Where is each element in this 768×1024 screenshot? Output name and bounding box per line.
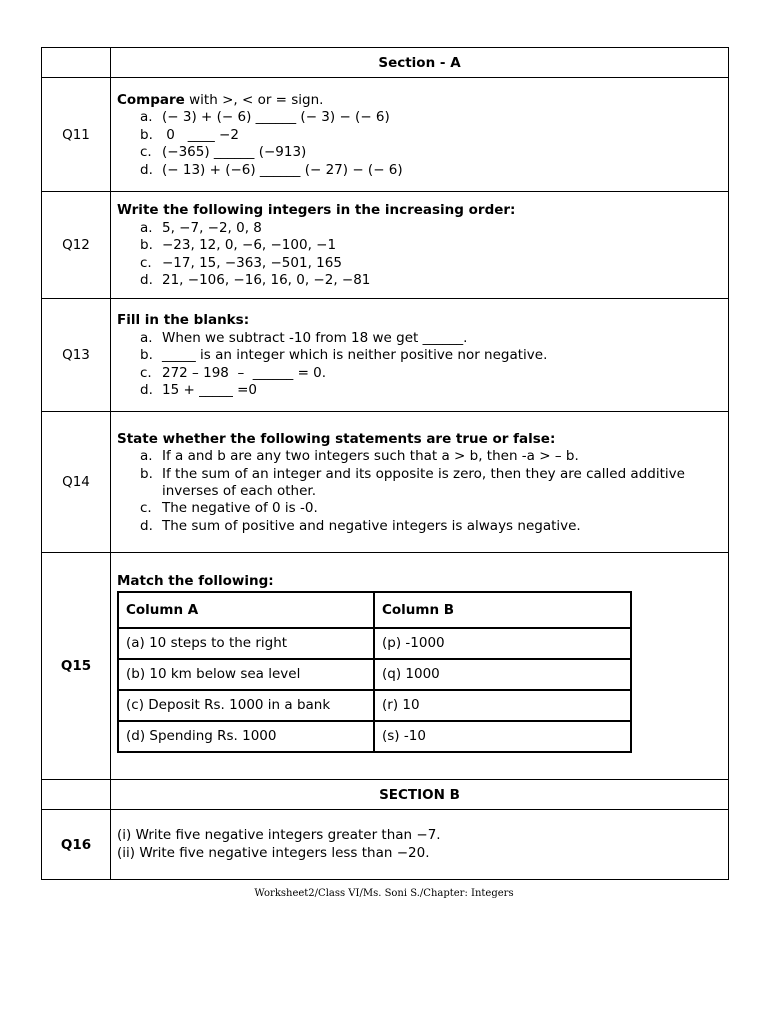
match-cell-a: (c) Deposit Rs. 1000 in a bank	[118, 690, 374, 721]
list-item: a. If a and b are any two integers such that a > b, then -a > – b.	[140, 448, 579, 465]
question-title: Write the following integers in the increasing order:	[117, 202, 516, 219]
question-content	[111, 412, 729, 553]
list-item: c. The negative of 0 is -0.	[140, 500, 318, 517]
list-item: c. −17, 15, −363, −501, 165	[140, 254, 342, 271]
question-title: Compare with >, < or = sign.	[117, 91, 324, 108]
question-content	[111, 192, 729, 299]
list-item: d. (− 13) + (−6) ______ (− 27) − (− 6)	[140, 161, 403, 178]
blank-cell	[42, 780, 111, 810]
column-b-header: Column B	[374, 592, 631, 628]
question-number: Q13	[42, 299, 111, 412]
question-row-q15	[42, 553, 729, 780]
worksheet-table	[41, 47, 729, 880]
question-content	[111, 810, 729, 880]
list-item: c. (−365) ______ (−913)	[140, 144, 307, 161]
table-row	[118, 721, 631, 752]
question-number: Q11	[42, 78, 111, 192]
question-content	[111, 553, 729, 780]
section-b-row	[42, 780, 729, 810]
question-row-q12	[42, 192, 729, 299]
question-number: Q16	[42, 810, 111, 880]
item-list	[117, 448, 728, 535]
match-table	[117, 591, 632, 753]
list-item: b. If the sum of an integer and its opposite is zero, then they are called additive inverses of each other.	[140, 465, 685, 499]
list-item: b. 0 ____ −2	[140, 126, 239, 143]
list-item: d. The sum of positive and negative integers is always negative.	[140, 517, 581, 534]
match-cell-a: (b) 10 km below sea level	[118, 659, 374, 690]
item-list	[117, 220, 728, 290]
item-list	[117, 330, 728, 400]
list-item: c. 272 – 198 – ______ = 0.	[140, 364, 327, 381]
list-item: d. 21, −106, −16, 16, 0, −2, −81	[140, 272, 371, 289]
page-footer: Worksheet2/Class VI/Ms. Soni S./Chapter: Integers	[254, 888, 514, 899]
section-b-heading: SECTION B	[111, 780, 729, 810]
list-item: a. 5, −7, −2, 0, 8	[140, 219, 262, 236]
blank-cell	[42, 48, 111, 78]
column-a-header: Column A	[118, 592, 374, 628]
question-title: Fill in the blanks:	[117, 312, 250, 329]
table-row	[118, 690, 631, 721]
list-item: a. When we subtract -10 from 18 we get ______.	[140, 329, 468, 346]
match-cell-b: (s) -10	[374, 721, 631, 752]
table-row	[118, 628, 631, 659]
question-row-q11	[42, 78, 729, 192]
match-cell-b: (p) -1000	[374, 628, 631, 659]
list-item: b. _____ is an integer which is neither positive nor negative.	[140, 347, 548, 364]
question-row-q16	[42, 810, 729, 880]
table-row	[118, 659, 631, 690]
question-title: State whether the following statements are true or false:	[117, 430, 556, 447]
match-header-row	[118, 592, 631, 628]
question-number: Q15	[42, 553, 111, 780]
section-a-row	[42, 48, 729, 78]
question-number: Q14	[42, 412, 111, 553]
question-row-q14	[42, 412, 729, 553]
list-item: d. 15 + _____ =0	[140, 382, 258, 399]
question-title: Match the following:	[117, 573, 274, 589]
question-line: (ii) Write five negative integers less than −20.	[117, 844, 430, 861]
question-content	[111, 299, 729, 412]
match-cell-b: (q) 1000	[374, 659, 631, 690]
item-list	[117, 109, 728, 179]
question-line: (i) Write five negative integers greater than −7.	[117, 827, 441, 843]
question-number: Q12	[42, 192, 111, 299]
section-a-heading: Section - A	[111, 48, 729, 78]
question-content	[111, 78, 729, 192]
match-cell-b: (r) 10	[374, 690, 631, 721]
match-cell-a: (d) Spending Rs. 1000	[118, 721, 374, 752]
match-cell-a: (a) 10 steps to the right	[118, 628, 374, 659]
question-row-q13	[42, 299, 729, 412]
list-item: a. (− 3) + (− 6) ______ (− 3) − (− 6)	[140, 109, 390, 126]
list-item: b. −23, 12, 0, −6, −100, −1	[140, 237, 337, 254]
